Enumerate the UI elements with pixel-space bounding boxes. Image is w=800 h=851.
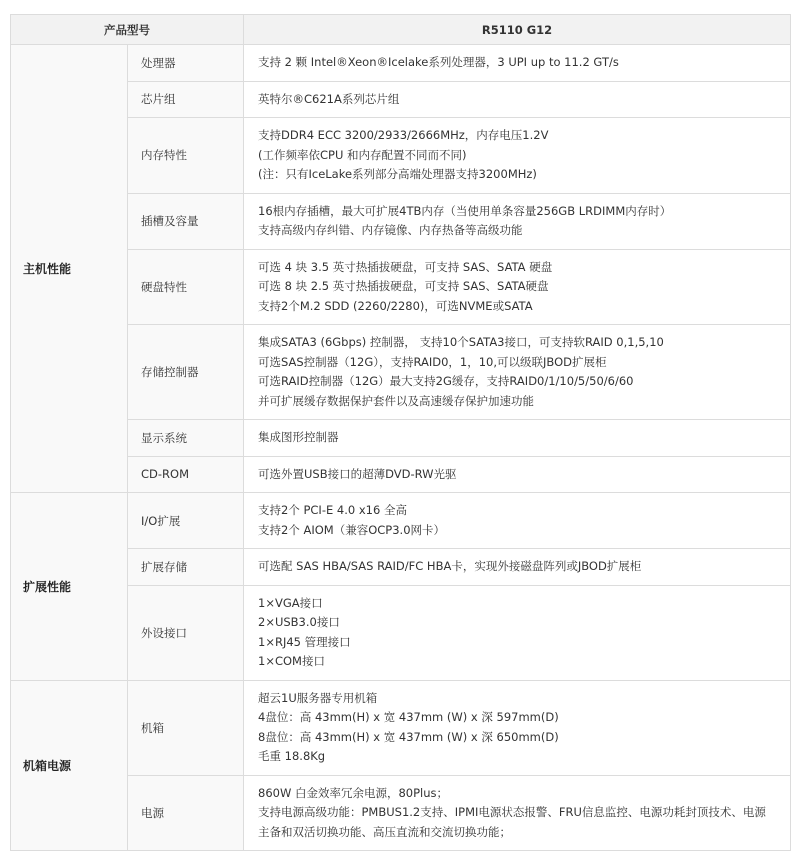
feature-label: 机箱 (128, 680, 244, 775)
value-line: 支持2个M.2 SDD (2260/2280)，可选NVME或SATA (258, 298, 533, 313)
header-label: 产品型号 (11, 15, 244, 45)
spec-table (10, 14, 791, 851)
value-line: 超云1U服务器专用机箱 (258, 690, 378, 705)
value-line: (注：只有IceLake系列部分高端处理器支持3200MHz) (258, 167, 537, 181)
value-line: 2×USB3.0接口 (258, 615, 340, 629)
value-line: 可选外置USB接口的超薄DVD-RW光驱 (258, 466, 457, 481)
header-row (11, 15, 791, 45)
value-line: 并可扩展缓存数据保护套件以及高速缓存保护加速功能 (258, 393, 534, 408)
feature-value (244, 493, 791, 549)
value-line: 可选配 SAS HBA/SAS RAID/FC HBA卡，实现外接磁盘阵列或JBOD扩展柜 (258, 559, 642, 573)
value-line: 集成SATA3 (6Gbps) 控制器， 支持10个SATA3接口，可支持软RAID 0,1,5,10 (258, 335, 664, 349)
feature-value (244, 680, 791, 775)
spec-row (11, 420, 791, 457)
category-label: 主机性能 (11, 45, 128, 493)
feature-label: 插槽及容量 (128, 193, 244, 249)
spec-row (11, 118, 791, 194)
value-line: 1×COM接口 (258, 654, 325, 668)
feature-label: 存储控制器 (128, 325, 244, 420)
value-line: 4盘位：高 43mm(H) x 宽 437mm (W) x 深 597mm(D) (258, 710, 559, 724)
feature-label: 显示系统 (128, 420, 244, 457)
value-line: 可选 8 块 2.5 英寸热插拔硬盘，可支持 SAS、SATA硬盘 (258, 279, 549, 293)
feature-label: 扩展存储 (128, 549, 244, 586)
feature-value (244, 45, 791, 82)
feature-label: 内存特性 (128, 118, 244, 194)
value-line: 1×VGA接口 (258, 595, 323, 610)
value-line: 可选 4 块 3.5 英寸热插拔硬盘，可支持 SAS、SATA 硬盘 (258, 259, 553, 274)
value-line: 支持 2 颗 Intel®Xeon®Icelake系列处理器，3 UPI up to 11.2 GT/s (258, 55, 619, 69)
feature-label: 处理器 (128, 45, 244, 82)
feature-value (244, 118, 791, 194)
feature-value (244, 420, 791, 457)
spec-row (11, 775, 791, 851)
value-line: 支持2个 AIOM（兼容OCP3.0网卡） (258, 522, 446, 537)
spec-row (11, 493, 791, 549)
feature-value (244, 193, 791, 249)
value-line: 主备和双活切换功能、高压直流和交流切换功能； (258, 824, 511, 839)
spec-row (11, 249, 791, 325)
spec-row (11, 680, 791, 775)
feature-label: I/O扩展 (128, 493, 244, 549)
value-line: 支持DDR4 ECC 3200/2933/2666MHz，内存电压1.2V (258, 128, 549, 142)
value-line: 支持高级内存纠错、内存镜像、内存热备等高级功能 (258, 223, 523, 237)
value-line: 可选RAID控制器（12G）最大支持2G缓存，支持RAID0/1/10/5/50/6/60 (258, 374, 634, 388)
feature-value (244, 249, 791, 325)
spec-row (11, 549, 791, 586)
spec-row (11, 81, 791, 118)
spec-row (11, 325, 791, 420)
feature-value (244, 775, 791, 851)
spec-row (11, 45, 791, 82)
value-line: 集成图形控制器 (258, 430, 339, 444)
value-line: 支持2个 PCI-E 4.0 x16 全高 (258, 503, 407, 517)
category-label: 机箱电源 (11, 680, 128, 851)
feature-value (244, 325, 791, 420)
feature-label: 芯片组 (128, 81, 244, 118)
value-line: 毛重 18.8Kg (258, 749, 326, 763)
feature-value (244, 81, 791, 118)
spec-row (11, 456, 791, 493)
value-line: 可选SAS控制器（12G），支持RAID0，1，10,可以级联JBOD扩展柜 (258, 354, 607, 369)
feature-label: 电源 (128, 775, 244, 851)
feature-label: 硬盘特性 (128, 249, 244, 325)
feature-value (244, 549, 791, 586)
feature-value (244, 456, 791, 493)
feature-label: 外设接口 (128, 585, 244, 680)
value-line: 860W 白金效率冗余电源，80Plus； (258, 785, 449, 800)
value-line: 1×RJ45 管理接口 (258, 634, 351, 649)
feature-label: CD-ROM (128, 456, 244, 493)
value-line: 8盘位：高 43mm(H) x 宽 437mm (W) x 深 650mm(D) (258, 729, 559, 744)
value-line: 英特尔®C621A系列芯片组 (258, 91, 400, 106)
feature-value (244, 585, 791, 680)
spec-row (11, 585, 791, 680)
category-label: 扩展性能 (11, 493, 128, 681)
value-line: 16根内存插槽，最大可扩展4TB内存（当使用单条容量256GB LRDIMM内存时） (258, 203, 672, 218)
header-model: R5110 G12 (244, 15, 791, 45)
value-line: (工作频率依CPU 和内存配置不同而不同) (258, 147, 467, 162)
spec-row (11, 193, 791, 249)
value-line: 支持电源高级功能：PMBUS1.2支持、IPMI电源状态报警、FRU信息监控、电源功耗封顶技术、电源 (258, 805, 766, 819)
